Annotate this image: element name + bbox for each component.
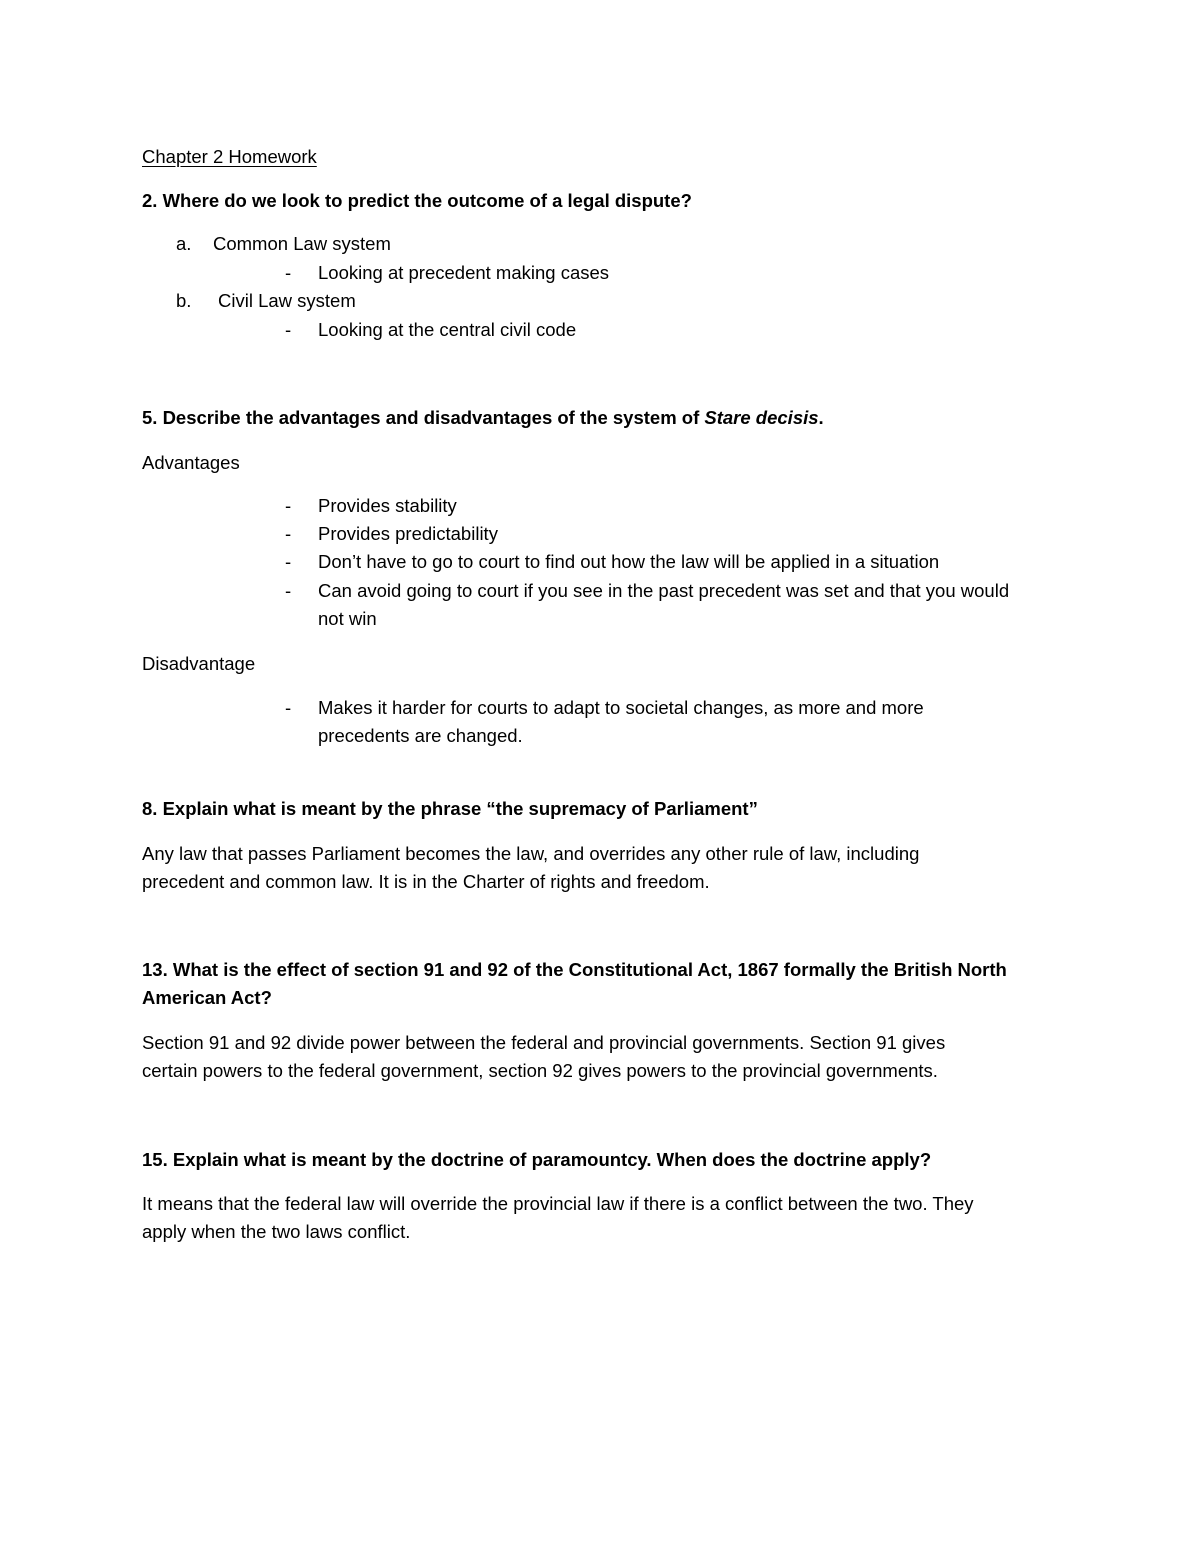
- question-13-line-1: 13. What is the effect of section 91 and 92 of the Constitutional Act, 1867 formally the British North: [142, 959, 1007, 980]
- question-13-line-2: American Act?: [142, 987, 272, 1008]
- answer-8-line-2: precedent and common law. It is in the Charter of rights and freedom.: [142, 871, 710, 892]
- advantage-item: Can avoid going to court if you see in the past precedent was set and that you would: [318, 580, 1010, 601]
- disadvantage-item-continuation: precedents are changed.: [318, 725, 523, 746]
- list-marker-a: a.: [176, 233, 192, 254]
- question-15: 15. Explain what is meant by the doctrine of paramountcy. When does the doctrine apply?: [142, 1149, 932, 1170]
- dash-bullet: -: [285, 580, 292, 601]
- answer-15-line-2: apply when the two laws conflict.: [142, 1221, 411, 1242]
- question-5-text: 5. Describe the advantages and disadvantages of the system of: [142, 407, 705, 428]
- list-subitem-civil-law: Looking at the central civil code: [318, 319, 577, 340]
- advantage-item: Provides predictability: [318, 523, 498, 544]
- answer-15-line-1: It means that the federal law will override the provincial law if there is a conflict between the two. They: [142, 1193, 974, 1214]
- list-subitem-common-law: Looking at precedent making cases: [318, 262, 610, 283]
- question-8: 8. Explain what is meant by the phrase “the supremacy of Parliament”: [142, 798, 758, 819]
- answer-8-line-1: Any law that passes Parliament becomes the law, and overrides any other rule of law, including: [142, 843, 920, 864]
- question-2: 2. Where do we look to predict the outcome of a legal dispute?: [142, 190, 692, 211]
- list-item-civil-law: Civil Law system: [218, 290, 356, 311]
- disadvantage-item: Makes it harder for courts to adapt to societal changes, as more and more: [318, 697, 924, 718]
- question-5-term: Stare decisis: [704, 407, 819, 428]
- document-title: Chapter 2 Homework: [142, 146, 317, 167]
- answer-13-line-2: certain powers to the federal government, section 92 gives powers to the provincial governments.: [142, 1060, 938, 1081]
- question-5-period: .: [818, 407, 824, 428]
- dash-bullet: -: [285, 551, 292, 572]
- advantage-item: Don’t have to go to court to find out how the law will be applied in a situation: [318, 551, 940, 572]
- dash-bullet: -: [285, 262, 292, 283]
- list-marker-b: b.: [176, 290, 192, 311]
- advantages-heading: Advantages: [142, 452, 240, 473]
- advantage-item: Provides stability: [318, 495, 457, 516]
- dash-bullet: -: [285, 697, 292, 718]
- advantage-item-continuation: not win: [318, 608, 377, 629]
- dash-bullet: -: [285, 523, 292, 544]
- dash-bullet: -: [285, 495, 292, 516]
- dash-bullet: -: [285, 319, 292, 340]
- disadvantage-heading: Disadvantage: [142, 653, 256, 674]
- question-5: [142, 409, 824, 428]
- answer-13-line-1: Section 91 and 92 divide power between the federal and provincial governments. Section 91 gives: [142, 1032, 946, 1053]
- list-item-common-law: Common Law system: [213, 233, 391, 254]
